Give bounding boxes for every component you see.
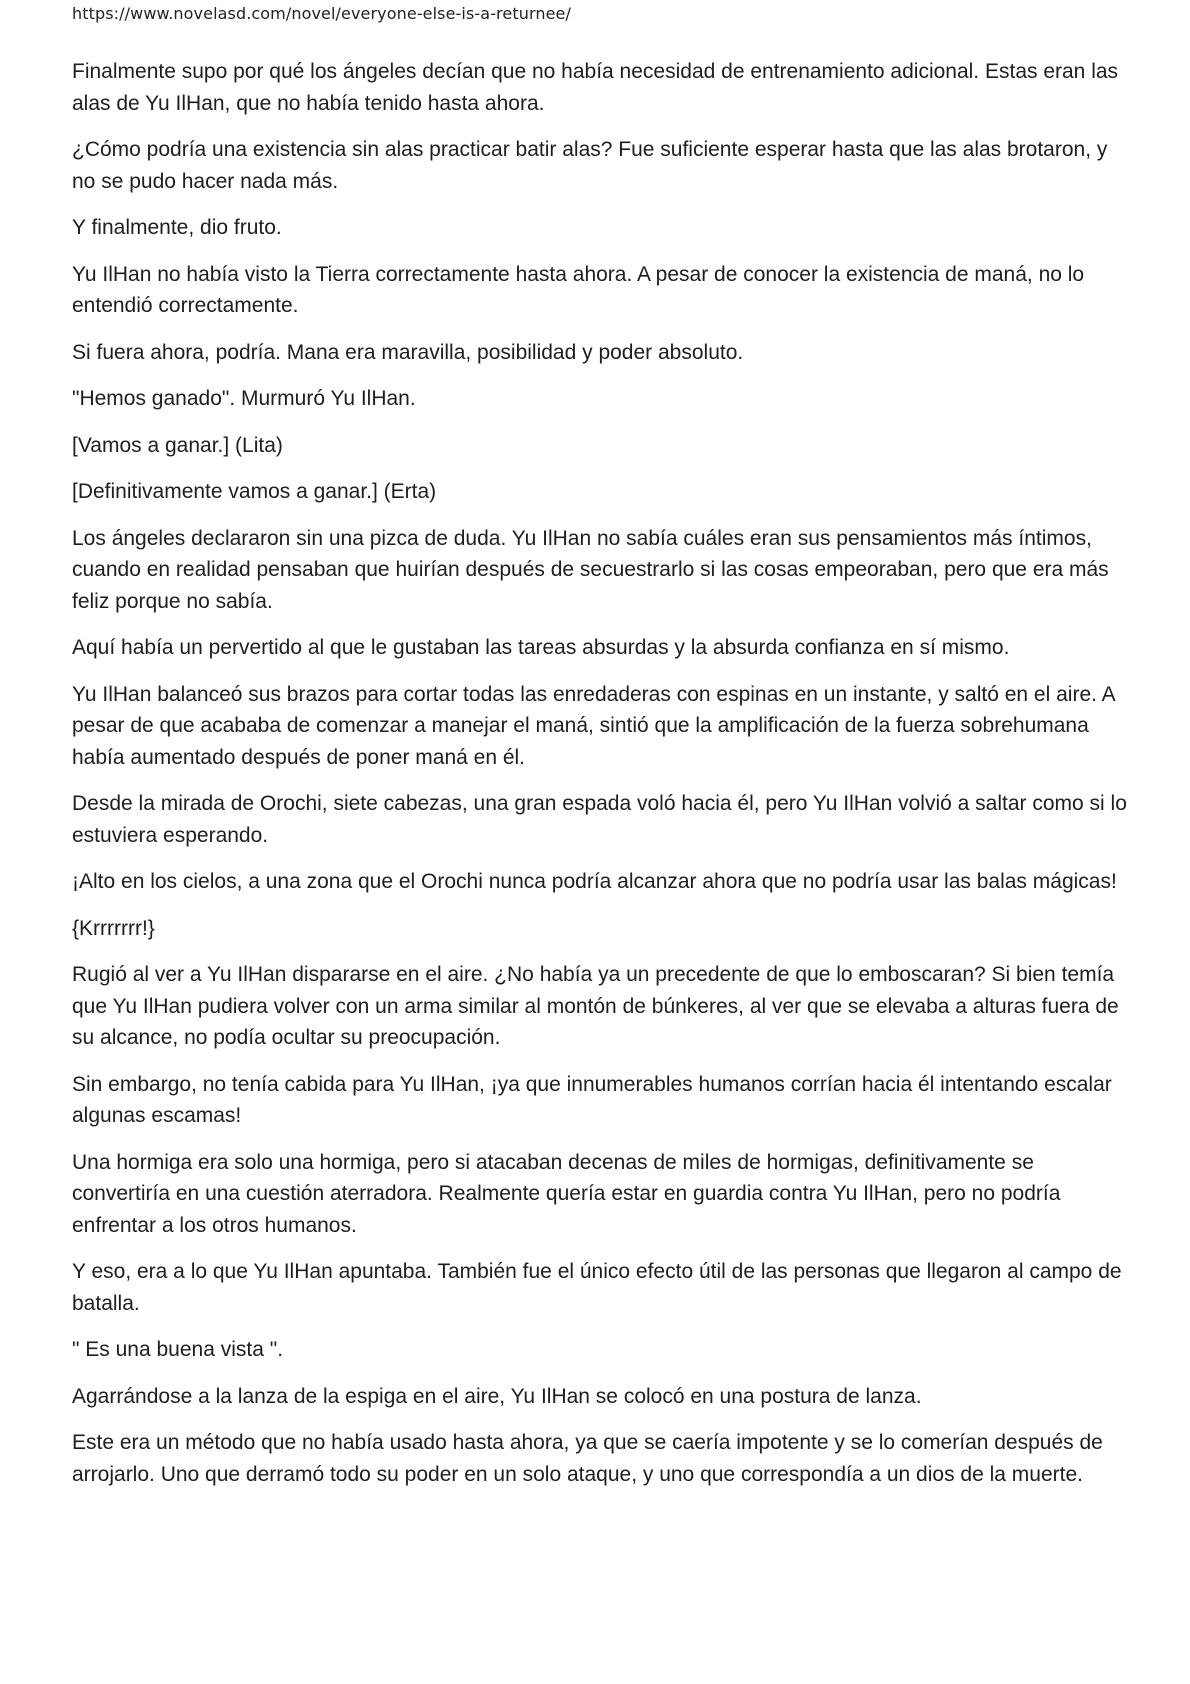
paragraph: Y eso, era a lo que Yu IlHan apuntaba. También fue el único efecto útil de las personas que llegaron al campo de batalla. <box>72 1260 1122 1315</box>
dialogue-line: " Es una buena vista ". <box>72 1338 284 1361</box>
paragraph: Yu IlHan balanceó sus brazos para cortar todas las enredaderas con espinas en un instante, y saltó en el aire. A pesar de que acababa de comenzar a manejar el maná, sintió que la amplificación de la fuerza sobrehumana había aumentado después de poner maná en él. <box>72 682 1115 769</box>
page-url-header: https://www.novelasd.com/novel/everyone-else-is-a-returnee/ <box>72 4 571 23</box>
paragraph: Y finalmente, dio fruto. <box>72 216 282 239</box>
paragraph: Agarrándose a la lanza de la espiga en el aire, Yu IlHan se colocó en una postura de lanza. <box>72 1384 922 1408</box>
dialogue-line: [Vamos a ganar.] (Lita) <box>72 433 283 457</box>
paragraph: Aquí había un pervertido al que le gustaban las tareas absurdas y la absurda confianza en sí mismo. <box>72 636 1010 659</box>
paragraph: ¿Cómo podría una existencia sin alas practicar batir alas? Fue suficiente esperar hasta que las alas brotaron, y no se pudo hacer nada más. <box>72 138 1108 193</box>
paragraph: Si fuera ahora, podría. Mana era maravilla, posibilidad y poder absoluto. <box>72 340 744 364</box>
document-body <box>72 56 1132 1505</box>
dialogue-line: {Krrrrrrr!} <box>72 916 155 940</box>
dialogue-line: "Hemos ganado". Murmuró Yu IlHan. <box>72 387 416 410</box>
paragraph: Los ángeles declararon sin una pizca de duda. Yu IlHan no sabía cuáles eran sus pensamientos más íntimos, cuando en realidad pensaban que huirían después de secuestrarlo si las cosas empeoraban, pero que era más feliz porque no sabía. <box>72 526 1109 613</box>
dialogue-line: [Definitivamente vamos a ganar.] (Erta) <box>72 480 437 503</box>
paragraph: Yu IlHan no había visto la Tierra correctamente hasta ahora. A pesar de conocer la existencia de maná, no lo entendió correctamente. <box>72 262 1085 317</box>
paragraph: Finalmente supo por qué los ángeles decían que no había necesidad de entrenamiento adicional. Estas eran las alas de Yu IlHan, que no había tenido hasta ahora. <box>72 60 1119 115</box>
paragraph: Este era un método que no había usado hasta ahora, ya que se caería impotente y se lo comerían después de arrojarlo. Uno que derramó todo su poder en un solo ataque, y uno que correspondía a un dios de la muerte. <box>72 1431 1103 1486</box>
paragraph: ¡Alto en los cielos, a una zona que el Orochi nunca podría alcanzar ahora que no podría usar las balas mágicas! <box>72 870 1117 893</box>
paragraph: Una hormiga era solo una hormiga, pero si atacaban decenas de miles de hormigas, definitivamente se convertiría en una cuestión aterradora. Realmente quería estar en guardia contra Yu IlHan, pero no podría enfrentar a los otros humanos. <box>72 1150 1061 1237</box>
paragraph: Rugió al ver a Yu IlHan dispararse en el aire. ¿No había ya un precedente de que lo emboscaran? Si bien temía que Yu IlHan pudiera volver con un arma similar al montón de búnkeres, al ver que se elevaba a alturas fuera de su alcance, no podía ocultar su preocupación. <box>72 963 1119 1049</box>
paragraph: Desde la mirada de Orochi, siete cabezas, una gran espada voló hacia él, pero Yu IlHan volvió a saltar como si lo estuviera esperando. <box>72 792 1127 847</box>
paragraph: Sin embargo, no tenía cabida para Yu IlHan, ¡ya que innumerables humanos corrían hacia él intentando escalar algunas escamas! <box>72 1072 1112 1127</box>
